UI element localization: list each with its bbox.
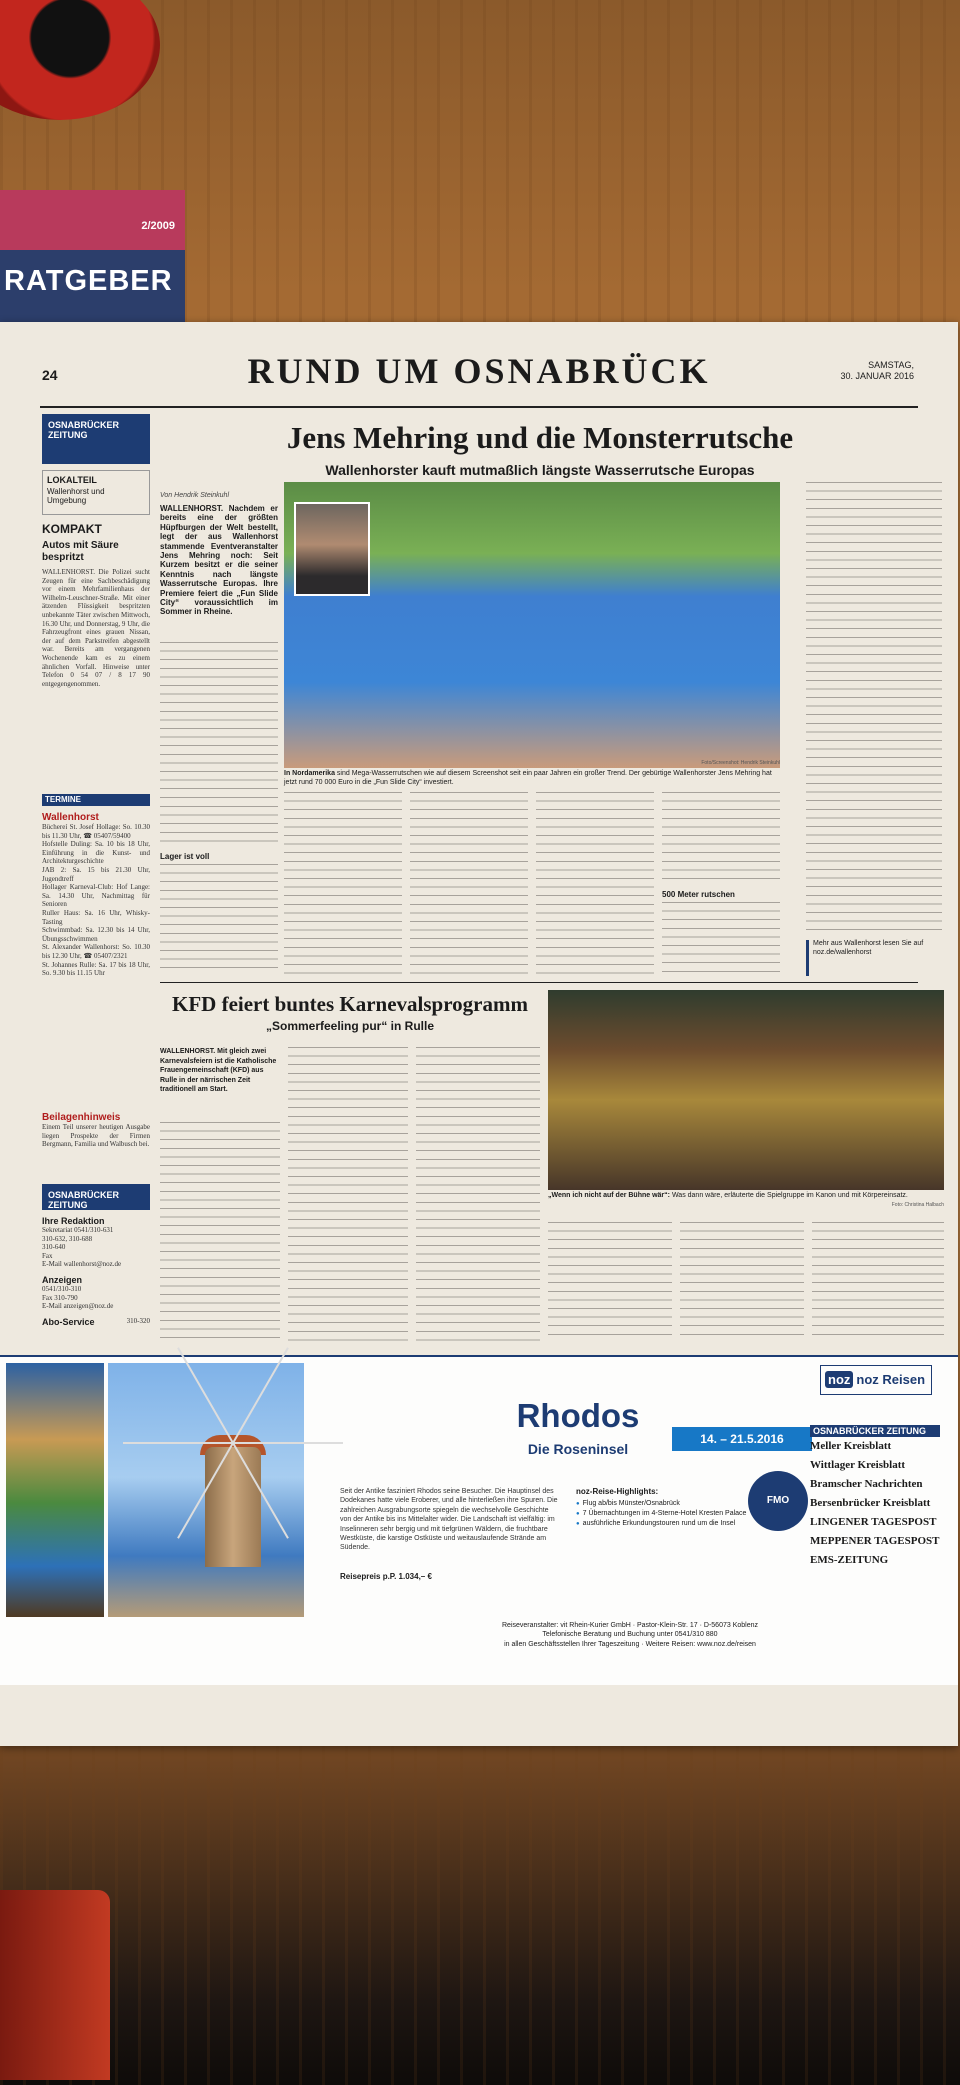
kfd-caption-text: Was dann wäre, erläuterte die Spielgruppe im Kanon und mit Körpereinsatz.: [671, 1192, 908, 1199]
kfd-body-col4: [548, 1222, 672, 1342]
termine-entry: Hollager Karneval-Club: Hof Lange: Sa. 14.30 Uhr, Nachmittag für Senioren: [42, 883, 150, 909]
main-lead: WALLENHORST. Nachdem er bereits eine der größten Hüpfburgen der Welt bestellt, legt der aus Wallenhorst stammende Eventveranstalter Jens Mehring noch: Seit Kurzem besitzt er die seiner Kenntnis nach längste Wasserrutsche Europas. Ihre Premiere feiert die „Fun Slide City“ voraussichtlich im Sommer in Rheine.: [160, 504, 278, 617]
date-day: SAMSTAG,: [868, 360, 914, 370]
beilagen-text: Einem Teil unserer heutigen Ausgabe liegen Prospekte der Firmen Bergmann, Familia und Walbusch bei.: [42, 1123, 150, 1149]
main-headline: Jens Mehring und die Monsterrutsche: [286, 420, 794, 455]
coast-photo: [6, 1363, 104, 1617]
kfd-body-col1: [160, 1122, 280, 1342]
lokalteil-box: [42, 470, 150, 515]
subsection-lager: Lager ist voll: [160, 852, 210, 861]
ad-footer: [420, 1621, 840, 1649]
organizer-line: Reiseveranstalter: vit Rhein-Kurier GmbH · Pastor-Klein-Str. 17 · D-56073 Koblenz: [502, 1622, 758, 1629]
termine-entry: St. Alexander Wallenhorst: So. 10.30 bis 12.30 Uhr, ☎ 05407/2321: [42, 943, 150, 960]
contact-box: [42, 1216, 150, 1327]
termine-entry: Büchereí St. Josef Hollage: So. 10.30 bis 11.30 Uhr, ☎ 05407/59400: [42, 823, 150, 840]
kfd-body-col6: [812, 1222, 944, 1342]
main-body-col2: [284, 792, 402, 974]
kfd-photo-credit: Foto: Christina Halbach: [891, 1201, 944, 1208]
termine-heading: TERMINE: [42, 794, 150, 806]
background-magazine: [0, 190, 185, 340]
highlight-item: ● Flug ab/bis Münster/Osnabrück: [576, 1499, 776, 1509]
termine-list: [42, 812, 150, 978]
main-body-col4: [536, 792, 654, 974]
main-body-col6: [806, 482, 942, 932]
main-body-col1: [160, 642, 278, 802]
kompakt-headline: Autos mit Säure bespritzt: [42, 540, 119, 563]
kompakt-heading: KOMPAKT: [42, 522, 102, 536]
travel-dates: 14. – 21.5.2016: [672, 1427, 812, 1451]
termine-entry: Ruller Haus: Sa. 16 Uhr, Whisky-Tasting: [42, 908, 150, 926]
newspaper-name: Bersenbrücker Kreisblatt: [810, 1497, 931, 1509]
abo-row: [42, 1317, 150, 1327]
contact-line: 310-640: [42, 1243, 66, 1252]
ad-description: Seit der Antike fasziniert Rhodos seine Besucher. Die Hauptinsel des Dodekanes hatte viele Eroberer, und alle hinterließen ihre Spuren. Die zahlreichen Ausgrabungsorte spiegeln die wechselvolle Geschichte von der Antike bis ins Mittelalter wider. Die Landschaft ist vielfältig: im Inselinneren sehr bergig und mit tiefgrünen Wäldern, die fruchtbare Westküste, die karstige Ostküste und weitauslaufende Strände am Südende.: [340, 1488, 558, 1552]
noz-reisen-label: noz Reisen: [856, 1372, 926, 1387]
kfd-lead-text: WALLENHORST. Mit gleich zwei Karnevalsfeiern ist die Katholische Frauengemeinschaft (KFD) aus Rulle in der närrischen Zeit traditionell am Start.: [160, 1048, 277, 1094]
termine-entry: Hofstelle Duling: Sa. 10 bis 18 Uhr, Einführung in die Kunst- und Architekturgeschichte: [42, 840, 150, 866]
noz-reisen-badge: [820, 1365, 932, 1395]
windmill-sail: [123, 1442, 233, 1444]
page-number: 24: [42, 367, 58, 383]
windmill-sail: [233, 1442, 343, 1444]
newspaper-name: MEPPENER TAGESPOST: [810, 1535, 940, 1547]
photo-caption: [284, 770, 780, 787]
magazine-title: RATGEBER: [4, 265, 173, 297]
newspaper-name: Bramscher Nachrichten: [810, 1478, 923, 1490]
abo-phone: 310-320: [126, 1316, 150, 1325]
highlights-list: [576, 1499, 776, 1529]
abo-heading: Abo-Service: [42, 1316, 95, 1327]
main-body-col5: [662, 792, 780, 884]
newspaper-name: OSNABRÜCKER ZEITUNG: [810, 1425, 940, 1437]
redaktion-heading: Ihre Redaktion: [42, 1216, 105, 1226]
main-body-col1c: [160, 864, 278, 974]
contact-line: Fax 310-790: [42, 1293, 78, 1302]
lokalteil-subtitle: Wallenhorst und Umgebung: [47, 487, 105, 505]
newspaper-name: Wittlager Kreisblatt: [810, 1459, 906, 1471]
newspaper-page: [0, 322, 958, 1746]
caption-bold: In Nordamerika: [284, 770, 335, 777]
more-online-box: Mehr aus Wallenhorst lesen Sie auf noz.de/wallenhorst: [806, 940, 942, 976]
section-title: RUND UM OSNABRÜCK: [247, 351, 711, 391]
red-binder: [0, 1890, 110, 2080]
ad-title: Rhodos: [516, 1397, 640, 1434]
magazine-year: 2/2009: [141, 220, 175, 232]
termine-location: Wallenhorst: [42, 812, 99, 823]
portrait-photo: [294, 502, 370, 596]
newspaper-list: [810, 1425, 940, 1570]
termine-entry: JAB 2: Sa. 15 bis 21.30 Uhr, Jugendtreff: [42, 865, 150, 883]
kfd-caption-bold: „Wenn ich nicht auf der Bühne wär“:: [548, 1192, 670, 1199]
contact-line: E-Mail anzeigen@noz.de: [42, 1302, 114, 1311]
highlight-item: ● 7 Übernachtungen im 4-Sterne-Hotel Kresten Palace: [576, 1509, 776, 1519]
contact-line: 310-632, 310-688: [42, 1234, 93, 1243]
subsection-500m: 500 Meter rutschen: [662, 890, 735, 899]
termine-entry: Schwimmbad: Sa. 12.30 bis 14 Uhr, Übungsschwimmen: [42, 926, 150, 943]
lokalteil-title: LOKALTEIL: [47, 475, 97, 485]
anzeigen-heading: Anzeigen: [42, 1274, 83, 1285]
beilagen-box: [42, 1112, 150, 1149]
main-subheadline: Wallenhorster kauft mutmaßlich längste Wasserrutsche Europas: [325, 462, 755, 478]
main-body-col5b: [662, 902, 780, 974]
termine-entry: St. Johannes Rulle: Sa. 17 bis 18 Uhr, So. 9.30 bis 11.15 Uhr: [42, 960, 150, 978]
ad-subtitle: Die Roseninsel: [527, 1441, 629, 1457]
masthead-rule: [40, 406, 918, 408]
main-body-col1b: [160, 806, 278, 846]
main-byline: Von Hendrik Steinkuhl: [160, 492, 230, 499]
fmo-seal: FMO: [748, 1471, 808, 1531]
travel-price: Reisepreis p.P. 1.034,– €: [340, 1572, 432, 1581]
kfd-lead: [160, 1047, 280, 1095]
newspaper-name: EMS-ZEITUNG: [810, 1554, 889, 1566]
kfd-headline: KFD feiert buntes Karnevalsprogramm: [172, 992, 528, 1016]
kfd-photo-caption: [548, 1192, 944, 1209]
contact-line: Sekretariat 0541/310-631: [42, 1226, 114, 1234]
contact-line: Fax: [42, 1251, 53, 1260]
contact-line: 0541/310-310: [42, 1284, 82, 1293]
article-divider: [160, 982, 918, 983]
windmill-tower: [205, 1447, 261, 1567]
beilagen-heading: Beilagenhinweis: [42, 1112, 121, 1123]
issue-date: [840, 360, 914, 382]
newspaper-logo: OSNABRÜCKER ZEITUNG: [42, 414, 150, 464]
highlights-heading: noz-Reise-Highlights:: [576, 1487, 659, 1496]
date-text: 30. JANUAR 2016: [840, 371, 914, 381]
web-line: in allen Geschäftsstellen Ihrer Tageszeitung · Weitere Reisen: www.noz.de/reisen: [504, 1640, 756, 1648]
contact-line: E-Mail wallenhorst@noz.de: [42, 1260, 122, 1269]
newspaper-name: LINGENER TAGESPOST: [810, 1516, 937, 1528]
caption-text: sind Mega-Wasserrutschen wie auf diesem Screenshot seit ein paar Jahren ein großer Trend. Der gebürtige Wallenhorster Jens Mehring hat jetzt rund 70 000 Euro in die „Fun Slide City“ investiert.: [284, 770, 772, 786]
kfd-subheadline: „Sommerfeeling pur“ in Rulle: [265, 1019, 435, 1033]
highlight-item: ● ausführliche Erkundungstouren rund um die Insel: [576, 1519, 776, 1529]
waterslide-photo: [284, 482, 780, 768]
newspaper-logo-small: OSNABRÜCKER ZEITUNG: [42, 1184, 150, 1210]
main-body-col3: [410, 792, 528, 974]
kompakt-text: WALLENHORST. Die Polizei sucht Zeugen für eine Sachbeschädigung vor einem Mehrfamilienhaus der Wilhelm-Leuschner-Straße. Mit einer ätzenden Flüssigkeit bespritzten unbekannte Täter zwischen Mittwoch, 16.30 Uhr, und Donnerstag, 9 Uhr, die Fahrzeugfront eines grauen Nissan, der auf dem Parkstreifen abgestellt war. Bereits am vergangenen Wochenende kam es zu einem ähnlichen Vorfall. Hinweise unter Telefon 0 54 07 / 8 17 90 entgegengenommen.: [42, 568, 150, 688]
kfd-body-col3: [416, 1047, 540, 1342]
kfd-body-col5: [680, 1222, 804, 1342]
noz-logo-mark: noz: [825, 1371, 853, 1388]
photo-credit: Foto/Screenshot: Hendrik Steinkuhl: [701, 760, 780, 766]
travel-advertisement: [0, 1355, 958, 1685]
phone-line: Telefonische Beratung und Buchung unter 0541/310 880: [542, 1631, 718, 1639]
kfd-body-col2: [288, 1047, 408, 1342]
carnival-photo: [548, 990, 944, 1190]
newspaper-name: Meller Kreisblatt: [810, 1440, 892, 1452]
